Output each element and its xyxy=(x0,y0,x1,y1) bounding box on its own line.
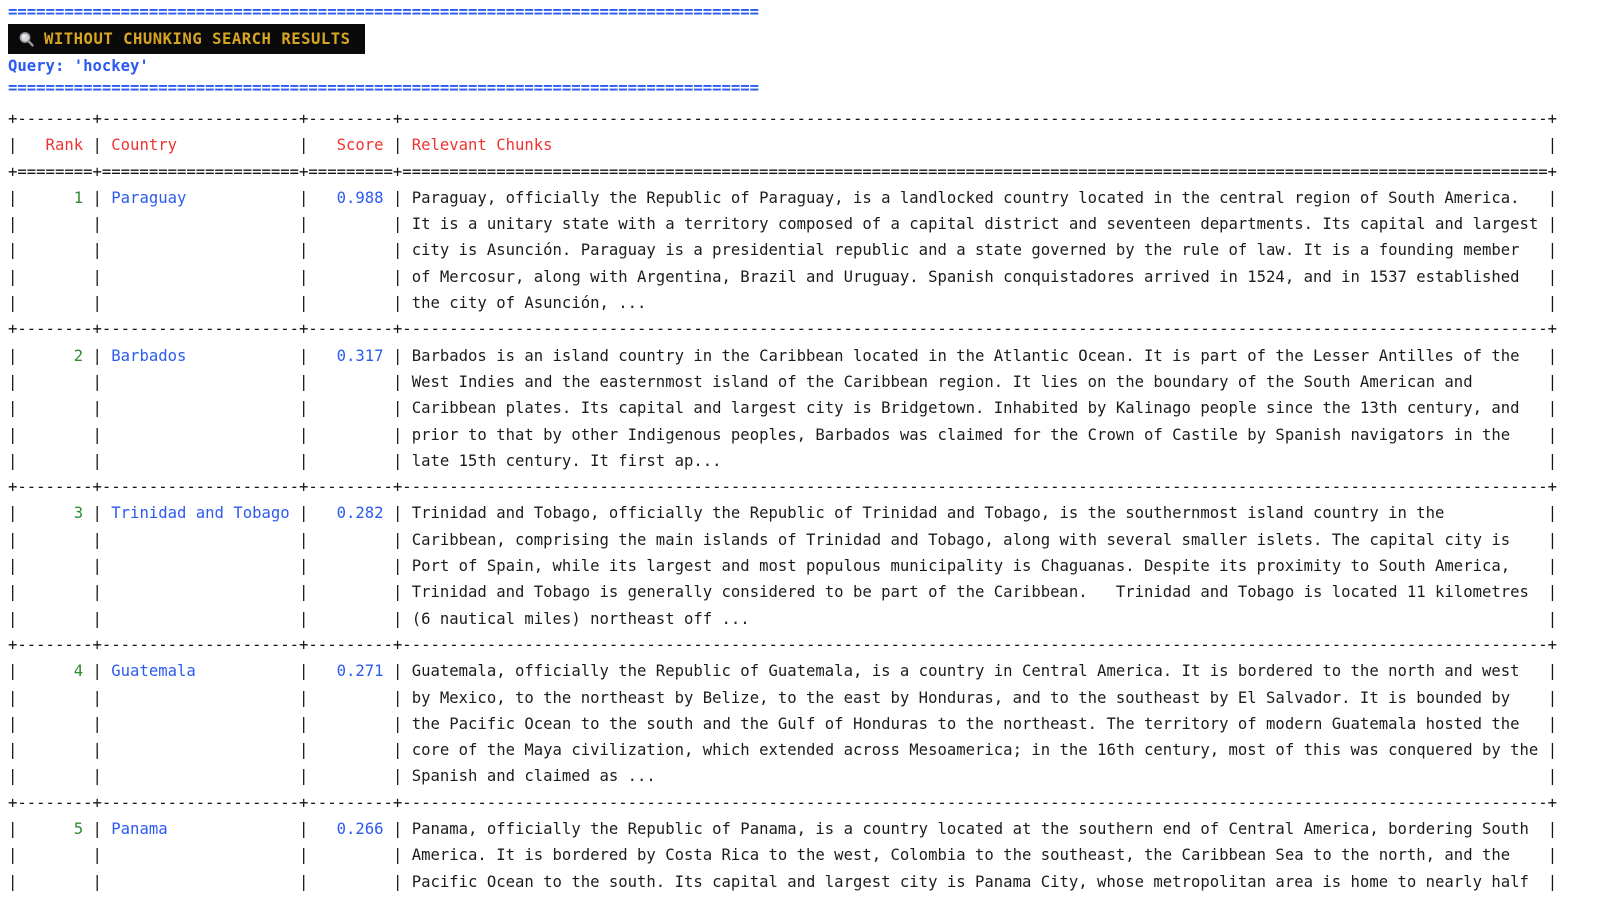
chunk-text-cell: West Indies and the easternmost island of the Caribbean region. It lies on the boundary of the South American and xyxy=(402,372,1548,391)
table-pipe: | xyxy=(392,662,403,681)
table-pipe: | xyxy=(1547,820,1558,839)
table-pipe: | xyxy=(92,557,102,576)
country-cell xyxy=(102,557,299,575)
table-pipe: | xyxy=(1547,215,1558,234)
country-cell xyxy=(102,610,299,628)
score-cell xyxy=(308,767,393,785)
results-banner-row xyxy=(8,24,1600,54)
table-pipe: | xyxy=(8,425,18,444)
table-pipe: | xyxy=(1547,557,1558,576)
table-pipe: | xyxy=(1547,714,1558,733)
table-pipe: | xyxy=(392,846,403,865)
table-ascii-line xyxy=(8,606,1600,632)
chunk-text-cell: Trinidad and Tobago is generally considered to be part of the Caribbean. Trinidad and Tobago is located 11 kilometres xyxy=(402,583,1548,602)
table-pipe: | xyxy=(1547,188,1558,207)
score-cell xyxy=(308,741,393,759)
table-pipe: | xyxy=(392,609,403,628)
table-pipe: | xyxy=(8,583,18,602)
table-pipe: | xyxy=(392,504,403,523)
table-pipe: | xyxy=(92,504,102,523)
score-cell: 0.271 xyxy=(308,662,393,681)
chunk-text-cell: Panama, officially the Republic of Panama, is a country located at the southern end of Central America, bordering South xyxy=(402,820,1548,839)
score-cell xyxy=(308,294,393,312)
table-pipe: | xyxy=(392,767,403,786)
rank-cell: 5 xyxy=(17,820,93,839)
rank-cell xyxy=(17,715,92,733)
table-ascii-line xyxy=(8,448,1600,474)
table-pipe: | xyxy=(392,557,403,576)
table-pipe: | xyxy=(8,294,18,313)
table-pipe: | xyxy=(92,372,102,391)
table-pipe: | xyxy=(8,530,18,549)
table-pipe: | xyxy=(1547,767,1558,786)
table-ascii-line xyxy=(8,395,1600,421)
score-cell xyxy=(308,241,393,259)
chunk-text-cell: Spanish and claimed as ... xyxy=(402,767,1548,786)
table-pipe: | xyxy=(392,346,403,365)
table-pipe: | xyxy=(392,820,403,839)
table-pipe: | xyxy=(392,451,403,470)
chunk-text-cell: (6 nautical miles) northeast off ... xyxy=(402,609,1548,628)
table-pipe: | xyxy=(92,530,102,549)
country-cell xyxy=(102,373,299,391)
country-cell xyxy=(102,873,299,891)
table-ascii-line xyxy=(8,685,1600,711)
score-cell xyxy=(308,215,393,233)
score-cell: 0.317 xyxy=(308,346,393,365)
table-ascii-line xyxy=(8,500,1600,526)
table-pipe: | xyxy=(392,425,403,444)
country-cell xyxy=(102,767,299,785)
search-icon xyxy=(18,31,35,48)
table-pipe: | xyxy=(8,820,18,839)
table-pipe: | xyxy=(1547,372,1558,391)
table-ascii-line xyxy=(8,737,1600,763)
score-cell: 0.282 xyxy=(308,504,393,523)
table-pipe: | xyxy=(92,741,102,760)
chunk-text-cell: Barbados is an island country in the Caribbean located in the Atlantic Ocean. It is part of the Lesser Antilles of the xyxy=(402,346,1548,365)
score-cell xyxy=(308,689,393,707)
chunk-text-cell: Port of Spain, while its largest and most populous municipality is Chaguanas. Despite its proximity to South America, xyxy=(402,557,1548,576)
country-cell xyxy=(102,583,299,601)
rank-cell xyxy=(17,531,92,549)
table-pipe: | xyxy=(8,557,18,576)
chunk-text-cell: America. It is bordered by Costa Rica to the west, Colombia to the southeast, the Caribbean Sea to the north, and the xyxy=(402,846,1548,865)
rank-cell xyxy=(17,873,92,891)
country-cell xyxy=(102,294,299,312)
table-ascii-line xyxy=(8,711,1600,737)
table-border-line: +========+=====================+=========+==========================================================================================================================+ xyxy=(8,162,1558,181)
rank-cell xyxy=(17,268,92,286)
rank-cell: 4 xyxy=(17,662,93,681)
country-cell xyxy=(102,846,299,864)
table-pipe: | xyxy=(92,662,102,681)
table-pipe: | xyxy=(299,609,309,628)
country-cell: Guatemala xyxy=(101,662,300,681)
chunk-text-cell: Caribbean plates. Its capital and largest city is Bridgetown. Inhabited by Kalinago people since the 13th century, and xyxy=(402,399,1548,418)
table-ascii-line xyxy=(8,869,1600,895)
country-cell: Panama xyxy=(101,820,300,839)
table-pipe: | xyxy=(8,741,18,760)
table-pipe: | xyxy=(1547,451,1558,470)
table-pipe: | xyxy=(8,241,18,260)
table-pipe: | xyxy=(299,267,309,286)
chunk-text-cell: Pacific Ocean to the south. Its capital and largest city is Panama City, whose metropolitan area is home to nearly half xyxy=(402,872,1548,891)
chunk-text-cell: by Mexico, to the northeast by Belize, to the east by Honduras, and to the southeast by El Salvador. It is bounded by xyxy=(402,688,1548,707)
chunk-text-cell: the city of Asunción, ... xyxy=(402,294,1548,313)
table-pipe: | xyxy=(92,583,102,602)
table-pipe: | xyxy=(8,504,18,523)
table-ascii-line xyxy=(8,474,1600,500)
table-pipe: | xyxy=(8,767,18,786)
table-ascii-line xyxy=(8,343,1600,369)
results-banner xyxy=(8,24,365,54)
table-pipe: | xyxy=(92,215,102,234)
table-ascii-line xyxy=(8,106,1600,132)
table-pipe: | xyxy=(299,872,309,891)
rank-cell xyxy=(17,767,92,785)
table-pipe: | xyxy=(8,714,18,733)
table-pipe: | xyxy=(92,399,102,418)
table-pipe: | xyxy=(92,714,102,733)
chunk-text-cell: city is Asunción. Paraguay is a presidential republic and a state governed by the rule of law. It is a founding member xyxy=(402,241,1548,260)
country-cell xyxy=(102,399,299,417)
table-pipe: | xyxy=(8,609,18,628)
table-pipe: | xyxy=(299,215,309,234)
table-pipe: | xyxy=(92,688,102,707)
table-pipe: | xyxy=(1547,241,1558,260)
score-cell xyxy=(308,399,393,417)
rank-cell xyxy=(17,241,92,259)
table-pipe: | xyxy=(299,136,309,155)
country-cell xyxy=(102,531,299,549)
table-pipe: | xyxy=(8,846,18,865)
rank-cell: 2 xyxy=(17,346,93,365)
table-pipe: | xyxy=(392,267,403,286)
table-pipe: | xyxy=(92,767,102,786)
score-cell: 0.266 xyxy=(308,820,393,839)
rank-cell xyxy=(17,557,92,575)
table-pipe: | xyxy=(1547,583,1558,602)
country-cell xyxy=(102,426,299,444)
table-pipe: | xyxy=(392,372,403,391)
table-pipe: | xyxy=(8,188,18,207)
table-ascii-line xyxy=(8,790,1600,816)
table-pipe: | xyxy=(1547,294,1558,313)
table-pipe: | xyxy=(8,688,18,707)
country-cell xyxy=(102,268,299,286)
country-cell xyxy=(102,215,299,233)
table-pipe: | xyxy=(392,188,403,207)
table-ascii-line xyxy=(8,527,1600,553)
table-pipe: | xyxy=(92,136,102,155)
chunk-text-cell: Trinidad and Tobago, officially the Republic of Trinidad and Tobago, is the southernmost island country in the xyxy=(402,504,1548,523)
table-pipe: | xyxy=(8,872,18,891)
table-pipe: | xyxy=(392,741,403,760)
table-pipe: | xyxy=(92,294,102,313)
score-header: Score xyxy=(308,136,393,155)
table-border-line: +--------+---------------------+---------+--------------------------------------------------------------------------------------------------------------------------+ xyxy=(8,110,1558,128)
table-pipe: | xyxy=(92,872,102,891)
score-cell: 0.988 xyxy=(308,188,393,207)
chunk-text-cell: of Mercosur, along with Argentina, Brazil and Uruguay. Spanish conquistadores arrived in 1524, and in 1537 established xyxy=(402,267,1548,286)
table-pipe: | xyxy=(1547,136,1558,155)
chunk-text-cell: the Pacific Ocean to the south and the Gulf of Honduras to the northeast. The territory of modern Guatemala hosted the xyxy=(402,714,1548,733)
table-pipe: | xyxy=(8,267,18,286)
table-pipe: | xyxy=(1547,741,1558,760)
rank-cell xyxy=(17,452,92,470)
table-pipe: | xyxy=(392,688,403,707)
rank-cell: 1 xyxy=(17,188,93,207)
table-ascii-line xyxy=(8,553,1600,579)
table-pipe: | xyxy=(8,399,18,418)
chunk-text-cell: Guatemala, officially the Republic of Guatemala, is a country in Central America. It is bordered to the north and west xyxy=(402,662,1548,681)
results-table xyxy=(8,106,1600,895)
country-cell: Paraguay xyxy=(101,188,300,207)
table-ascii-line xyxy=(8,579,1600,605)
country-cell xyxy=(102,715,299,733)
table-ascii-line xyxy=(8,816,1600,842)
score-cell xyxy=(308,610,393,628)
table-pipe: | xyxy=(392,136,403,155)
rank-cell xyxy=(17,373,92,391)
table-pipe: | xyxy=(299,688,309,707)
chunk-text-cell: Paraguay, officially the Republic of Paraguay, is a landlocked country located in the central region of South America. xyxy=(402,188,1548,207)
chunk-text-cell: It is a unitary state with a territory composed of a capital district and seventeen departments. Its capital and largest xyxy=(402,215,1548,234)
table-pipe: | xyxy=(299,294,309,313)
chunk-text-cell: core of the Maya civilization, which extended across Mesoamerica; in the 16th century, most of this was conquered by the xyxy=(402,741,1548,760)
table-pipe: | xyxy=(8,136,18,155)
score-cell xyxy=(308,557,393,575)
table-ascii-line xyxy=(8,185,1600,211)
results-banner-label: WITHOUT CHUNKING SEARCH RESULTS xyxy=(44,30,351,48)
score-cell xyxy=(308,452,393,470)
chunk-text-cell: Caribbean, comprising the main islands of Trinidad and Tobago, along with several smaller islets. The capital city is xyxy=(402,530,1548,549)
table-ascii-line xyxy=(8,237,1600,263)
chunks-header: Relevant Chunks xyxy=(402,136,1548,155)
table-pipe: | xyxy=(392,714,403,733)
table-ascii-line xyxy=(8,658,1600,684)
table-pipe: | xyxy=(92,846,102,865)
table-ascii-line xyxy=(8,159,1600,185)
table-pipe: | xyxy=(392,294,403,313)
score-cell xyxy=(308,715,393,733)
rank-cell xyxy=(17,399,92,417)
table-pipe: | xyxy=(92,267,102,286)
table-pipe: | xyxy=(299,846,309,865)
table-ascii-line xyxy=(8,369,1600,395)
table-pipe: | xyxy=(8,451,18,470)
table-border-line: +--------+---------------------+---------+--------------------------------------------------------------------------------------------------------------------------+ xyxy=(8,320,1558,339)
chunk-text-cell: prior to that by other Indigenous peoples, Barbados was claimed for the Crown of Castile by Spanish navigators in the xyxy=(402,425,1548,444)
table-pipe: | xyxy=(8,346,18,365)
table-pipe: | xyxy=(8,215,18,234)
table-pipe: | xyxy=(1547,688,1558,707)
table-pipe: | xyxy=(8,372,18,391)
table-pipe: | xyxy=(299,504,309,523)
score-cell xyxy=(308,426,393,444)
table-pipe: | xyxy=(299,767,309,786)
table-pipe: | xyxy=(92,609,102,628)
rank-cell xyxy=(17,215,92,233)
table-pipe: | xyxy=(92,425,102,444)
country-header: Country xyxy=(101,136,300,155)
score-cell xyxy=(308,531,393,549)
table-pipe: | xyxy=(392,530,403,549)
country-cell xyxy=(102,689,299,707)
rank-cell xyxy=(17,846,92,864)
separator-top: ================================================================================ xyxy=(8,3,760,21)
country-cell xyxy=(102,241,299,259)
rank-cell: 3 xyxy=(17,504,93,523)
table-pipe: | xyxy=(1547,530,1558,549)
score-cell xyxy=(308,873,393,891)
table-ascii-line xyxy=(8,632,1600,658)
table-pipe: | xyxy=(92,820,102,839)
score-cell xyxy=(308,583,393,601)
table-pipe: | xyxy=(1547,346,1558,365)
score-cell xyxy=(308,268,393,286)
table-pipe: | xyxy=(299,557,309,576)
table-pipe: | xyxy=(1547,662,1558,681)
table-border-line: +--------+---------------------+---------+--------------------------------------------------------------------------------------------------------------------------+ xyxy=(8,478,1558,497)
score-cell xyxy=(308,846,393,864)
table-ascii-line xyxy=(8,132,1600,158)
table-ascii-line xyxy=(8,264,1600,290)
table-pipe: | xyxy=(299,741,309,760)
chunk-text-cell: late 15th century. It first ap... xyxy=(402,451,1548,470)
table-pipe: | xyxy=(1547,609,1558,628)
rank-cell xyxy=(17,583,92,601)
country-cell: Barbados xyxy=(101,346,300,365)
table-pipe: | xyxy=(392,241,403,260)
country-cell xyxy=(102,741,299,759)
table-ascii-line xyxy=(8,316,1600,342)
rank-cell xyxy=(17,294,92,312)
rank-cell xyxy=(17,610,92,628)
table-ascii-line xyxy=(8,290,1600,316)
table-ascii-line xyxy=(8,763,1600,789)
table-pipe: | xyxy=(299,530,309,549)
rank-cell xyxy=(17,426,92,444)
table-pipe: | xyxy=(1547,399,1558,418)
table-pipe: | xyxy=(392,583,403,602)
table-pipe: | xyxy=(392,399,403,418)
table-pipe: | xyxy=(1547,267,1558,286)
country-cell xyxy=(102,452,299,470)
query-line: Query: 'hockey' xyxy=(8,57,149,75)
table-pipe: | xyxy=(92,241,102,260)
score-cell xyxy=(308,373,393,391)
table-pipe: | xyxy=(299,820,309,839)
table-pipe: | xyxy=(299,714,309,733)
table-pipe: | xyxy=(299,425,309,444)
table-ascii-line xyxy=(8,422,1600,448)
table-pipe: | xyxy=(8,662,18,681)
table-ascii-line xyxy=(8,842,1600,868)
table-pipe: | xyxy=(299,399,309,418)
table-pipe: | xyxy=(92,451,102,470)
country-cell: Trinidad and Tobago xyxy=(101,504,300,523)
table-pipe: | xyxy=(299,346,309,365)
table-pipe: | xyxy=(92,188,102,207)
rank-cell xyxy=(17,689,92,707)
table-border-line: +--------+---------------------+---------+--------------------------------------------------------------------------------------------------------------------------+ xyxy=(8,793,1558,812)
table-border-line: +--------+---------------------+---------+--------------------------------------------------------------------------------------------------------------------------+ xyxy=(8,635,1558,654)
table-pipe: | xyxy=(299,241,309,260)
table-pipe: | xyxy=(299,662,309,681)
table-pipe: | xyxy=(92,346,102,365)
table-pipe: | xyxy=(1547,504,1558,523)
table-ascii-line xyxy=(8,211,1600,237)
table-pipe: | xyxy=(299,451,309,470)
rank-cell xyxy=(17,741,92,759)
table-pipe: | xyxy=(392,215,403,234)
rank-header: Rank xyxy=(17,136,93,155)
table-pipe: | xyxy=(299,583,309,602)
table-pipe: | xyxy=(299,372,309,391)
table-pipe: | xyxy=(299,188,309,207)
table-pipe: | xyxy=(1547,872,1558,891)
table-pipe: | xyxy=(1547,846,1558,865)
table-pipe: | xyxy=(392,872,403,891)
separator-bottom: ================================================================================ xyxy=(8,79,760,97)
table-pipe: | xyxy=(1547,425,1558,444)
